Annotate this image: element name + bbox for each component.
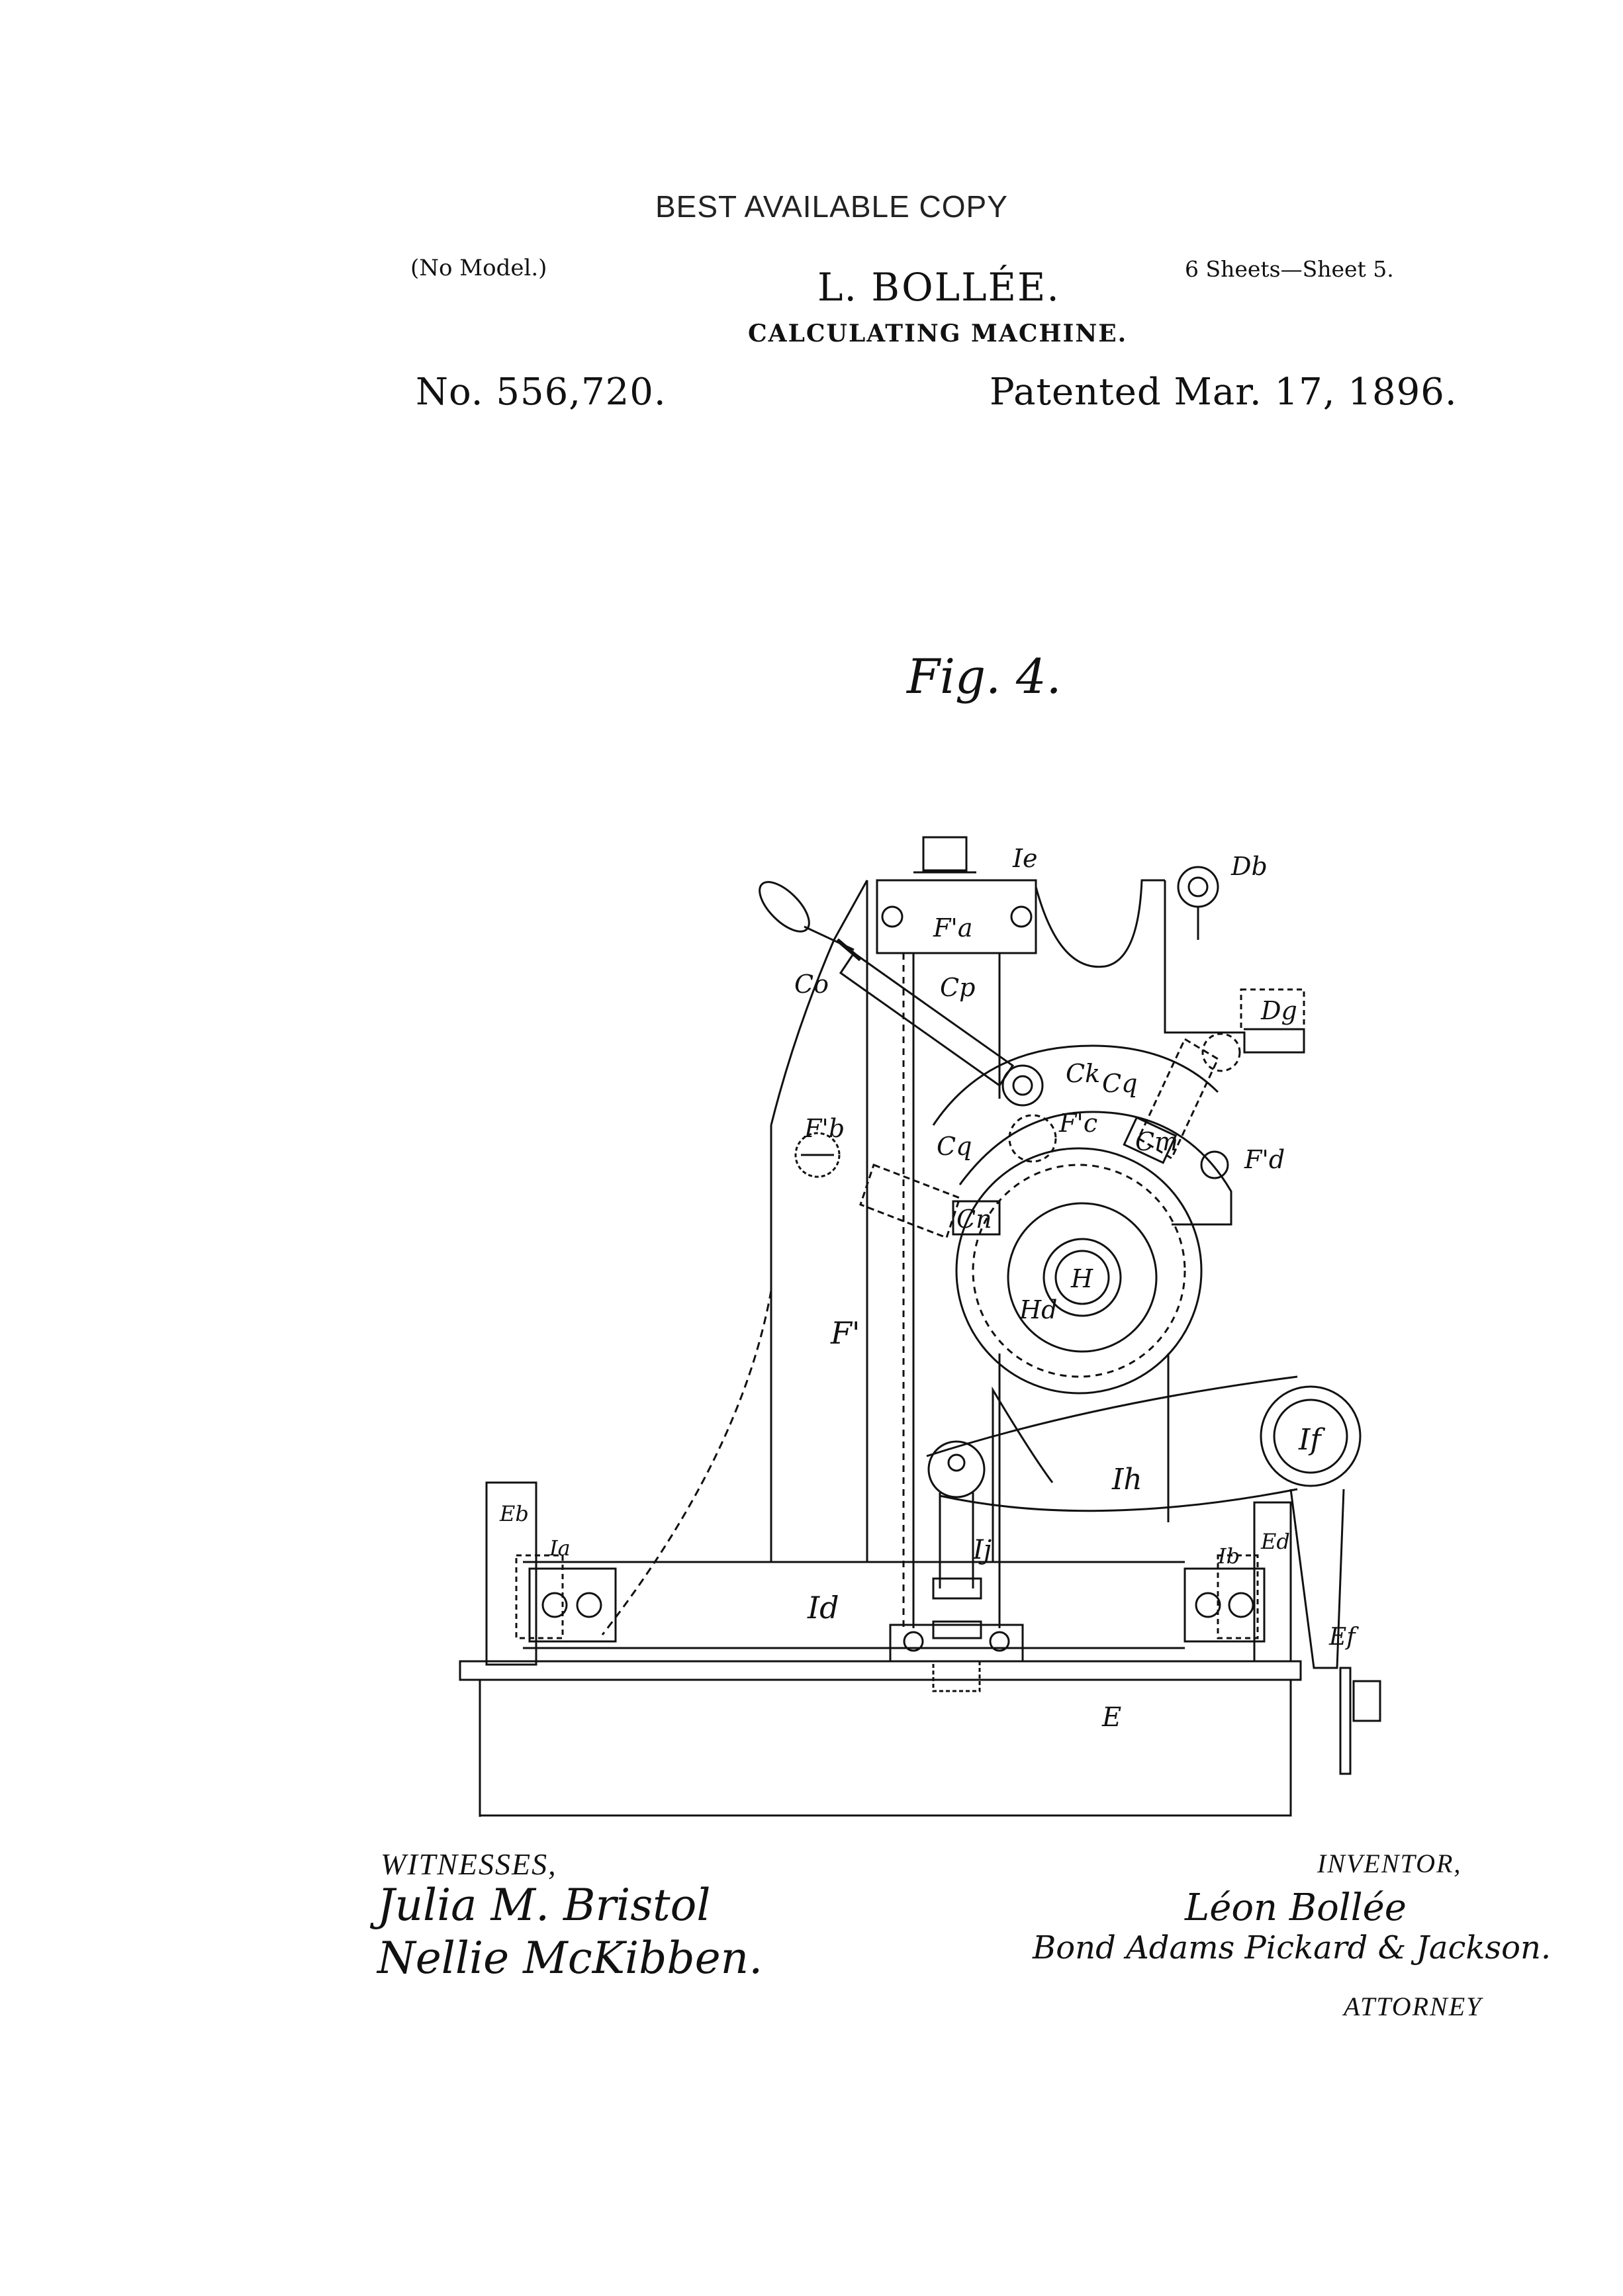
label-ed: Ed	[1261, 1529, 1290, 1554]
label-fc: F'c	[1059, 1109, 1098, 1138]
patent-date: Patented Mar. 17, 1896.	[990, 371, 1458, 414]
label-ie: Ie	[1013, 844, 1038, 873]
inventor-heading: INVENTOR,	[1317, 1849, 1462, 1878]
label-eb: Eb	[500, 1501, 529, 1526]
label-cq-lower: Cq	[937, 1132, 972, 1161]
crossbar-id	[523, 1562, 1264, 1648]
base-plate-e	[460, 1661, 1301, 1817]
label-hd: Hd	[1019, 1295, 1058, 1324]
adjusting-link-ij	[890, 1442, 1023, 1691]
figure-label: Fig. 4.	[907, 649, 1062, 704]
patent-number: No. 556,720.	[416, 371, 667, 414]
label-ij: Ij	[973, 1535, 992, 1565]
label-dg: Dg	[1261, 996, 1297, 1025]
best-available-copy-stamp: BEST AVAILABLE COPY	[655, 189, 1008, 224]
label-ia: Ia	[549, 1536, 571, 1561]
model-note: (No Model.)	[410, 255, 547, 281]
label-fb: F'b	[804, 1114, 845, 1143]
inventor-name: L. BOLLÉE.	[817, 265, 1060, 310]
witness-signature-1: Julia M. Bristol	[377, 1880, 711, 1931]
label-ef: Ef	[1329, 1624, 1356, 1651]
label-fa: F'a	[933, 913, 973, 942]
label-ih: Ih	[1112, 1463, 1142, 1496]
label-if: If	[1299, 1423, 1321, 1457]
label-h: H	[1071, 1264, 1093, 1293]
attorney-signature: Bond Adams Pickard & Jackson.	[1033, 1929, 1552, 1966]
label-ck: Ck	[1066, 1059, 1101, 1088]
label-id: Id	[808, 1590, 839, 1626]
label-f: F'	[831, 1315, 860, 1351]
label-cq-upper: Cq	[1102, 1069, 1138, 1098]
label-ib: Ib	[1218, 1543, 1240, 1569]
label-e: E	[1102, 1702, 1122, 1733]
attorney-heading: ATTORNEY	[1344, 1992, 1483, 2021]
witnesses-heading: WITNESSES,	[381, 1847, 557, 1881]
center-column	[904, 953, 1168, 1628]
witness-signature-2: Nellie McKibben.	[377, 1933, 763, 1984]
label-cn: Cn	[956, 1205, 992, 1234]
label-fd: F'd	[1244, 1145, 1285, 1174]
label-db: Db	[1231, 852, 1268, 881]
label-cp: Cp	[940, 973, 976, 1002]
inventor-signature: Léon Bollée	[1185, 1886, 1407, 1929]
invention-title: CALCULATING MACHINE.	[748, 320, 1128, 347]
sheet-count: 6 Sheets—Sheet 5.	[1185, 256, 1394, 282]
label-cm: Cm	[1135, 1127, 1179, 1156]
label-co: Co	[794, 970, 829, 999]
side-post-ed	[1218, 1502, 1291, 1661]
